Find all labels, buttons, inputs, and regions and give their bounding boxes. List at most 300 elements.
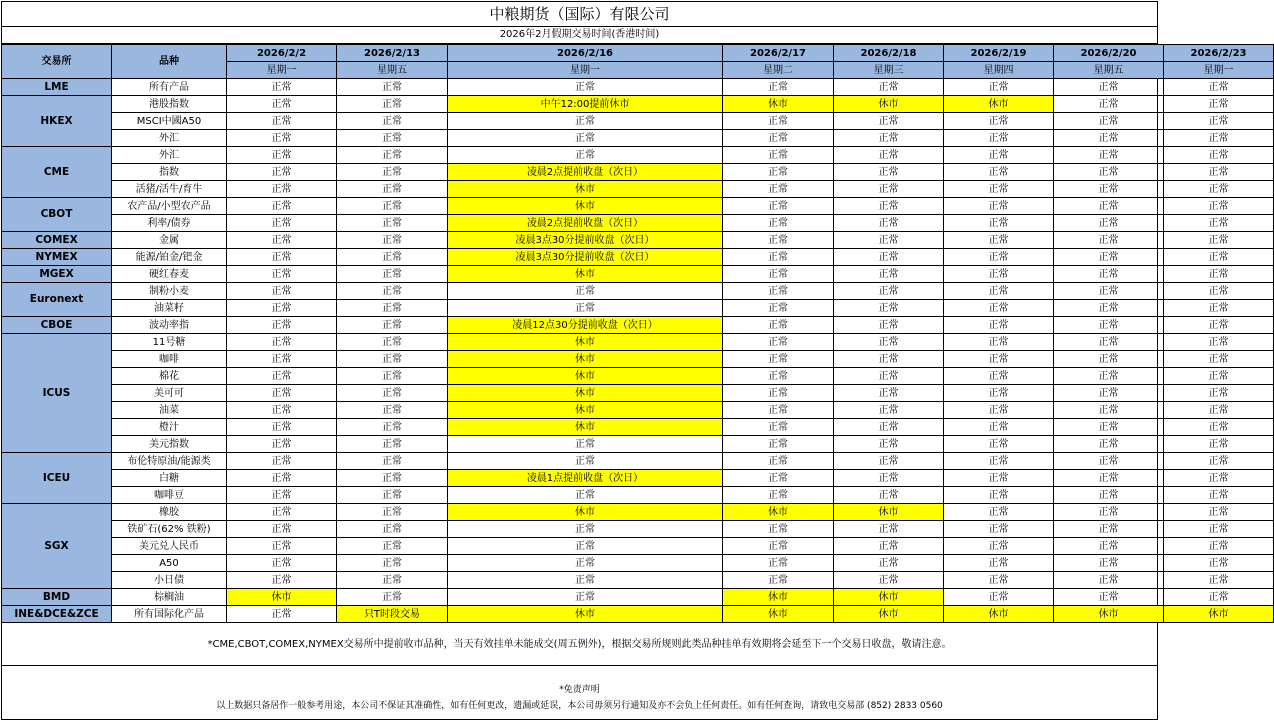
status-cell: 正常 bbox=[227, 402, 337, 419]
status-cell: 正常 bbox=[448, 538, 723, 555]
status-cell: 正常 bbox=[337, 317, 448, 334]
status-cell: 正常 bbox=[1164, 351, 1274, 368]
status-cell: 正常 bbox=[1164, 317, 1274, 334]
status-cell: 正常 bbox=[1054, 368, 1164, 385]
product-cell: 指数 bbox=[112, 164, 227, 181]
status-cell: 正常 bbox=[337, 385, 448, 402]
status-cell: 正常 bbox=[723, 470, 834, 487]
status-cell: 正常 bbox=[1054, 215, 1164, 232]
status-cell: 正常 bbox=[227, 487, 337, 504]
status-cell: 正常 bbox=[1054, 470, 1164, 487]
status-cell: 正常 bbox=[723, 385, 834, 402]
status-cell: 正常 bbox=[337, 147, 448, 164]
status-cell: 正常 bbox=[337, 555, 448, 572]
header-date: 2026/2/2 bbox=[227, 45, 337, 62]
status-cell: 正常 bbox=[834, 453, 944, 470]
exchange-cell: SGX bbox=[2, 504, 112, 589]
product-cell: 所有国际化产品 bbox=[112, 606, 227, 623]
status-cell: 正常 bbox=[448, 453, 723, 470]
status-cell: 休市 bbox=[448, 368, 723, 385]
status-cell: 正常 bbox=[1164, 215, 1274, 232]
status-cell: 凌晨3点30分提前收盘（次日） bbox=[448, 249, 723, 266]
status-cell: 凌晨2点提前收盘（次日） bbox=[448, 215, 723, 232]
status-cell: 正常 bbox=[227, 96, 337, 113]
status-cell: 正常 bbox=[834, 385, 944, 402]
status-cell: 休市 bbox=[227, 589, 337, 606]
header-exchange: 交易所 bbox=[2, 45, 112, 79]
status-cell: 正常 bbox=[834, 198, 944, 215]
status-cell: 正常 bbox=[1054, 351, 1164, 368]
header-weekday: 星期一 bbox=[1164, 62, 1274, 79]
table-row bbox=[2, 147, 1274, 164]
header-weekday: 星期三 bbox=[834, 62, 944, 79]
status-cell: 正常 bbox=[1164, 589, 1274, 606]
header-product: 品种 bbox=[112, 45, 227, 79]
status-cell: 正常 bbox=[1164, 521, 1274, 538]
status-cell: 休市 bbox=[1164, 606, 1274, 623]
status-cell: 正常 bbox=[944, 555, 1054, 572]
header-date: 2026/2/23 bbox=[1164, 45, 1274, 62]
status-cell: 正常 bbox=[227, 232, 337, 249]
product-cell: 能源/铂金/钯金 bbox=[112, 249, 227, 266]
table-row bbox=[2, 249, 1274, 266]
status-cell: 正常 bbox=[448, 572, 723, 589]
product-cell: 11号糖 bbox=[112, 334, 227, 351]
status-cell: 正常 bbox=[723, 232, 834, 249]
status-cell: 休市 bbox=[944, 606, 1054, 623]
table-row bbox=[2, 317, 1274, 334]
status-cell: 凌晨1点提前收盘（次日） bbox=[448, 470, 723, 487]
status-cell: 正常 bbox=[337, 198, 448, 215]
table-row bbox=[2, 538, 1274, 555]
exchange-cell: ICEU bbox=[2, 453, 112, 504]
status-cell: 正常 bbox=[337, 453, 448, 470]
status-cell: 正常 bbox=[1054, 487, 1164, 504]
status-cell: 正常 bbox=[227, 198, 337, 215]
status-cell: 正常 bbox=[337, 283, 448, 300]
status-cell: 正常 bbox=[448, 589, 723, 606]
table-row bbox=[2, 453, 1274, 470]
status-cell: 正常 bbox=[227, 538, 337, 555]
status-cell: 正常 bbox=[227, 283, 337, 300]
status-cell: 正常 bbox=[337, 164, 448, 181]
status-cell: 正常 bbox=[1164, 402, 1274, 419]
status-cell: 正常 bbox=[834, 368, 944, 385]
status-cell: 正常 bbox=[834, 572, 944, 589]
status-cell: 正常 bbox=[1164, 453, 1274, 470]
status-cell: 正常 bbox=[1164, 283, 1274, 300]
status-cell: 只T时段交易 bbox=[337, 606, 448, 623]
exchange-cell: LME bbox=[2, 79, 112, 96]
status-cell: 正常 bbox=[1164, 436, 1274, 453]
status-cell: 正常 bbox=[944, 368, 1054, 385]
table-row bbox=[2, 266, 1274, 283]
status-cell: 正常 bbox=[1164, 266, 1274, 283]
status-cell: 正常 bbox=[1054, 283, 1164, 300]
status-cell: 正常 bbox=[834, 470, 944, 487]
status-cell: 正常 bbox=[1054, 164, 1164, 181]
status-cell: 正常 bbox=[337, 402, 448, 419]
status-cell: 正常 bbox=[723, 351, 834, 368]
status-cell: 正常 bbox=[834, 351, 944, 368]
status-cell: 正常 bbox=[723, 538, 834, 555]
schedule-table bbox=[1, 44, 1274, 623]
header-weekday: 星期四 bbox=[944, 62, 1054, 79]
status-cell: 休市 bbox=[448, 198, 723, 215]
status-cell: 正常 bbox=[944, 232, 1054, 249]
status-cell: 正常 bbox=[723, 555, 834, 572]
table-row bbox=[2, 368, 1274, 385]
page-subtitle: 2026年2月假期交易时间(香港时间) bbox=[2, 27, 1157, 44]
status-cell: 正常 bbox=[944, 402, 1054, 419]
product-cell: 硬红春麦 bbox=[112, 266, 227, 283]
disclaimer-title: *免责声明 bbox=[559, 685, 600, 695]
status-cell: 正常 bbox=[723, 215, 834, 232]
status-cell: 正常 bbox=[834, 130, 944, 147]
status-cell: 正常 bbox=[227, 164, 337, 181]
status-cell: 正常 bbox=[1054, 130, 1164, 147]
status-cell: 正常 bbox=[1164, 198, 1274, 215]
product-cell: 外汇 bbox=[112, 147, 227, 164]
table-row bbox=[2, 385, 1274, 402]
status-cell: 正常 bbox=[1164, 470, 1274, 487]
status-cell: 正常 bbox=[337, 113, 448, 130]
status-cell: 正常 bbox=[723, 572, 834, 589]
product-cell: 农产品/小型农产品 bbox=[112, 198, 227, 215]
status-cell: 正常 bbox=[1054, 555, 1164, 572]
status-cell: 休市 bbox=[834, 504, 944, 521]
status-cell: 正常 bbox=[1054, 436, 1164, 453]
status-cell: 正常 bbox=[834, 436, 944, 453]
status-cell: 正常 bbox=[337, 130, 448, 147]
status-cell: 正常 bbox=[227, 351, 337, 368]
status-cell: 休市 bbox=[944, 96, 1054, 113]
table-row bbox=[2, 351, 1274, 368]
status-cell: 正常 bbox=[1164, 79, 1274, 96]
status-cell: 正常 bbox=[944, 317, 1054, 334]
status-cell: 正常 bbox=[944, 147, 1054, 164]
status-cell: 正常 bbox=[1054, 96, 1164, 113]
status-cell: 正常 bbox=[834, 249, 944, 266]
table-row bbox=[2, 572, 1274, 589]
status-cell: 正常 bbox=[723, 113, 834, 130]
header-date: 2026/2/13 bbox=[337, 45, 448, 62]
status-cell: 正常 bbox=[1054, 504, 1164, 521]
product-cell: 美可可 bbox=[112, 385, 227, 402]
table-row bbox=[2, 283, 1274, 300]
status-cell: 正常 bbox=[944, 589, 1054, 606]
exchange-cell: COMEX bbox=[2, 232, 112, 249]
exchange-cell: CME bbox=[2, 147, 112, 198]
status-cell: 正常 bbox=[227, 555, 337, 572]
product-cell: 美元指数 bbox=[112, 436, 227, 453]
status-cell: 正常 bbox=[227, 130, 337, 147]
status-cell: 正常 bbox=[834, 181, 944, 198]
table-row bbox=[2, 79, 1274, 96]
status-cell: 正常 bbox=[1054, 521, 1164, 538]
status-cell: 正常 bbox=[227, 419, 337, 436]
header-weekday: 星期五 bbox=[1054, 62, 1164, 79]
status-cell: 正常 bbox=[944, 470, 1054, 487]
product-cell: 油菜籽 bbox=[112, 300, 227, 317]
status-cell: 正常 bbox=[337, 249, 448, 266]
status-cell: 正常 bbox=[227, 606, 337, 623]
status-cell: 正常 bbox=[337, 266, 448, 283]
header-date: 2026/2/18 bbox=[834, 45, 944, 62]
status-cell: 正常 bbox=[834, 147, 944, 164]
status-cell: 正常 bbox=[944, 79, 1054, 96]
status-cell: 中午12:00提前休市 bbox=[448, 96, 723, 113]
status-cell: 正常 bbox=[337, 504, 448, 521]
disclaimer-text: 以上数据只备居作一般参考用途，本公司不保证其准确性，如有任何更改，遗漏或延误，本公司毋须另行通知及亦不会负上任何责任。如有任何查询，请致电交易部 (852) 2833 0560 bbox=[216, 701, 943, 711]
status-cell: 正常 bbox=[337, 368, 448, 385]
status-cell: 正常 bbox=[1164, 300, 1274, 317]
status-cell: 正常 bbox=[337, 538, 448, 555]
product-cell: 波动率指 bbox=[112, 317, 227, 334]
status-cell: 休市 bbox=[723, 504, 834, 521]
status-cell: 休市 bbox=[723, 589, 834, 606]
status-cell: 正常 bbox=[1164, 572, 1274, 589]
table-row bbox=[2, 521, 1274, 538]
status-cell: 正常 bbox=[944, 266, 1054, 283]
table-row bbox=[2, 487, 1274, 504]
status-cell: 正常 bbox=[227, 300, 337, 317]
status-cell: 正常 bbox=[337, 232, 448, 249]
product-cell: 利率/债券 bbox=[112, 215, 227, 232]
status-cell: 正常 bbox=[227, 504, 337, 521]
product-cell: 布伦特原油/能源类 bbox=[112, 453, 227, 470]
status-cell: 正常 bbox=[944, 351, 1054, 368]
header-weekday: 星期五 bbox=[337, 62, 448, 79]
status-cell: 正常 bbox=[944, 521, 1054, 538]
status-cell: 休市 bbox=[448, 606, 723, 623]
table-row bbox=[2, 300, 1274, 317]
status-cell: 正常 bbox=[448, 147, 723, 164]
status-cell: 凌晨2点提前收盘（次日） bbox=[448, 164, 723, 181]
status-cell: 休市 bbox=[834, 606, 944, 623]
exchange-cell: MGEX bbox=[2, 266, 112, 283]
status-cell: 正常 bbox=[723, 266, 834, 283]
status-cell: 正常 bbox=[723, 283, 834, 300]
status-cell: 正常 bbox=[834, 555, 944, 572]
status-cell: 正常 bbox=[1164, 487, 1274, 504]
status-cell: 正常 bbox=[1164, 419, 1274, 436]
status-cell: 正常 bbox=[1054, 113, 1164, 130]
status-cell: 正常 bbox=[723, 453, 834, 470]
status-cell: 正常 bbox=[1164, 96, 1274, 113]
status-cell: 正常 bbox=[944, 113, 1054, 130]
status-cell: 正常 bbox=[1054, 79, 1164, 96]
status-cell: 休市 bbox=[448, 402, 723, 419]
status-cell: 正常 bbox=[1054, 198, 1164, 215]
status-cell: 正常 bbox=[834, 402, 944, 419]
status-cell: 正常 bbox=[1054, 147, 1164, 164]
status-cell: 正常 bbox=[227, 249, 337, 266]
product-cell: MSCI中國A50 bbox=[112, 113, 227, 130]
status-cell: 正常 bbox=[1054, 181, 1164, 198]
status-cell: 正常 bbox=[723, 181, 834, 198]
status-cell: 正常 bbox=[944, 181, 1054, 198]
status-cell: 正常 bbox=[834, 538, 944, 555]
status-cell: 正常 bbox=[227, 113, 337, 130]
table-row bbox=[2, 232, 1274, 249]
header-date: 2026/2/19 bbox=[944, 45, 1054, 62]
status-cell: 正常 bbox=[337, 589, 448, 606]
status-cell: 正常 bbox=[1164, 147, 1274, 164]
exchange-cell: BMD bbox=[2, 589, 112, 606]
header-date: 2026/2/16 bbox=[448, 45, 723, 62]
table-row bbox=[2, 334, 1274, 351]
status-cell: 正常 bbox=[1054, 266, 1164, 283]
status-cell: 正常 bbox=[1054, 334, 1164, 351]
status-cell: 正常 bbox=[944, 572, 1054, 589]
status-cell: 休市 bbox=[448, 334, 723, 351]
status-cell: 正常 bbox=[227, 453, 337, 470]
status-cell: 正常 bbox=[227, 470, 337, 487]
table-row bbox=[2, 181, 1274, 198]
status-cell: 正常 bbox=[227, 317, 337, 334]
table-row bbox=[2, 113, 1274, 130]
status-cell: 正常 bbox=[448, 555, 723, 572]
status-cell: 正常 bbox=[337, 419, 448, 436]
status-cell: 正常 bbox=[337, 181, 448, 198]
status-cell: 正常 bbox=[723, 198, 834, 215]
status-cell: 正常 bbox=[227, 266, 337, 283]
table-row bbox=[2, 164, 1274, 181]
status-cell: 正常 bbox=[337, 351, 448, 368]
status-cell: 正常 bbox=[337, 96, 448, 113]
status-cell: 正常 bbox=[1054, 385, 1164, 402]
status-cell: 正常 bbox=[337, 521, 448, 538]
table-row bbox=[2, 589, 1274, 606]
status-cell: 正常 bbox=[944, 538, 1054, 555]
status-cell: 正常 bbox=[723, 79, 834, 96]
status-cell: 凌晨12点30分提前收盘（次日） bbox=[448, 317, 723, 334]
status-cell: 休市 bbox=[448, 419, 723, 436]
status-cell: 休市 bbox=[448, 181, 723, 198]
table-row bbox=[2, 402, 1274, 419]
exchange-cell: CBOE bbox=[2, 317, 112, 334]
status-cell: 正常 bbox=[227, 572, 337, 589]
holiday-schedule-sheet bbox=[1, 1, 1247, 720]
status-cell: 正常 bbox=[723, 419, 834, 436]
status-cell: 休市 bbox=[723, 606, 834, 623]
status-cell: 正常 bbox=[834, 487, 944, 504]
header-weekday: 星期一 bbox=[227, 62, 337, 79]
header-date: 2026/2/20 bbox=[1054, 45, 1164, 62]
product-cell: 制粉小麦 bbox=[112, 283, 227, 300]
status-cell: 正常 bbox=[448, 79, 723, 96]
status-cell: 正常 bbox=[944, 334, 1054, 351]
status-cell: 正常 bbox=[723, 436, 834, 453]
header-weekday: 星期一 bbox=[448, 62, 723, 79]
product-cell: 外汇 bbox=[112, 130, 227, 147]
status-cell: 休市 bbox=[834, 96, 944, 113]
status-cell: 正常 bbox=[448, 521, 723, 538]
status-cell: 正常 bbox=[227, 147, 337, 164]
status-cell: 正常 bbox=[1164, 164, 1274, 181]
product-cell: 金属 bbox=[112, 232, 227, 249]
exchange-cell: CBOT bbox=[2, 198, 112, 232]
table-row bbox=[2, 215, 1274, 232]
status-cell: 正常 bbox=[944, 419, 1054, 436]
status-cell: 正常 bbox=[337, 436, 448, 453]
status-cell: 正常 bbox=[1164, 368, 1274, 385]
status-cell: 正常 bbox=[944, 130, 1054, 147]
status-cell: 正常 bbox=[723, 147, 834, 164]
product-cell: 油菜 bbox=[112, 402, 227, 419]
table-row bbox=[2, 504, 1274, 521]
table-row bbox=[2, 419, 1274, 436]
status-cell: 正常 bbox=[448, 283, 723, 300]
status-cell: 正常 bbox=[1164, 555, 1274, 572]
status-cell: 正常 bbox=[723, 317, 834, 334]
status-cell: 正常 bbox=[944, 198, 1054, 215]
status-cell: 正常 bbox=[723, 164, 834, 181]
status-cell: 正常 bbox=[944, 249, 1054, 266]
status-cell: 正常 bbox=[1054, 249, 1164, 266]
status-cell: 正常 bbox=[1054, 589, 1164, 606]
table-row bbox=[2, 606, 1274, 623]
status-cell: 正常 bbox=[1164, 385, 1274, 402]
product-cell: 所有产品 bbox=[112, 79, 227, 96]
status-cell: 正常 bbox=[944, 164, 1054, 181]
status-cell: 正常 bbox=[337, 470, 448, 487]
status-cell: 正常 bbox=[448, 300, 723, 317]
status-cell: 休市 bbox=[448, 504, 723, 521]
exchange-cell: ICUS bbox=[2, 334, 112, 453]
status-cell: 正常 bbox=[834, 283, 944, 300]
table-row bbox=[2, 555, 1274, 572]
status-cell: 休市 bbox=[448, 266, 723, 283]
status-cell: 正常 bbox=[944, 436, 1054, 453]
status-cell: 正常 bbox=[448, 487, 723, 504]
status-cell: 正常 bbox=[227, 79, 337, 96]
status-cell: 正常 bbox=[944, 487, 1054, 504]
page-title: 中粮期货（国际）有限公司 bbox=[2, 2, 1157, 27]
product-cell: 棕榈油 bbox=[112, 589, 227, 606]
status-cell: 正常 bbox=[227, 368, 337, 385]
status-cell: 正常 bbox=[1164, 504, 1274, 521]
status-cell: 正常 bbox=[944, 453, 1054, 470]
status-cell: 正常 bbox=[337, 79, 448, 96]
header-weekday: 星期二 bbox=[723, 62, 834, 79]
status-cell: 休市 bbox=[723, 96, 834, 113]
status-cell: 正常 bbox=[1164, 113, 1274, 130]
status-cell: 正常 bbox=[1164, 130, 1274, 147]
status-cell: 正常 bbox=[944, 385, 1054, 402]
status-cell: 正常 bbox=[723, 487, 834, 504]
status-cell: 正常 bbox=[944, 300, 1054, 317]
status-cell: 休市 bbox=[1054, 606, 1164, 623]
status-cell: 正常 bbox=[723, 249, 834, 266]
status-cell: 正常 bbox=[723, 130, 834, 147]
product-cell: 咖啡 bbox=[112, 351, 227, 368]
status-cell: 正常 bbox=[944, 504, 1054, 521]
table-row bbox=[2, 436, 1274, 453]
status-cell: 正常 bbox=[1054, 453, 1164, 470]
status-cell: 正常 bbox=[723, 334, 834, 351]
status-cell: 正常 bbox=[834, 419, 944, 436]
status-cell: 正常 bbox=[834, 266, 944, 283]
status-cell: 休市 bbox=[448, 385, 723, 402]
product-cell: 美元兑人民币 bbox=[112, 538, 227, 555]
status-cell: 正常 bbox=[834, 232, 944, 249]
status-cell: 正常 bbox=[834, 215, 944, 232]
status-cell: 正常 bbox=[1054, 538, 1164, 555]
exchange-cell: INE&DCE&ZCE bbox=[2, 606, 112, 623]
status-cell: 正常 bbox=[1054, 419, 1164, 436]
